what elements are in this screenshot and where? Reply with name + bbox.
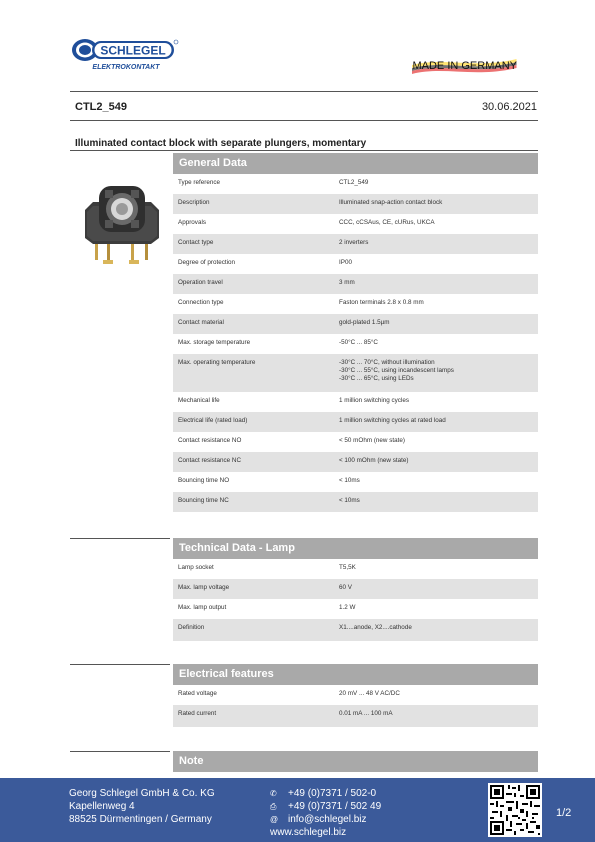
spec-label: Approvals bbox=[178, 219, 207, 226]
spec-row bbox=[173, 214, 538, 234]
section-general-data: General Data bbox=[173, 153, 538, 174]
article-number: CTL2_549 bbox=[75, 101, 127, 113]
page-number: 1/2 bbox=[556, 807, 572, 819]
spec-value bbox=[339, 279, 355, 287]
spec-value-line: -30°C ... 70°C, without illumination bbox=[339, 359, 435, 366]
spec-value bbox=[339, 457, 408, 465]
spec-value bbox=[339, 359, 454, 383]
spec-label: Contact material bbox=[178, 319, 224, 326]
spec-value bbox=[339, 690, 400, 698]
spec-value bbox=[339, 417, 446, 425]
spec-label: Max. lamp output bbox=[178, 604, 227, 611]
spec-label: Rated voltage bbox=[178, 690, 217, 697]
fax: +49 (0)7371 / 502 49 bbox=[288, 801, 382, 812]
spec-value-line: 2 inverters bbox=[339, 239, 369, 246]
schlegel-logo bbox=[70, 38, 182, 72]
spec-value bbox=[339, 319, 390, 327]
spec-row bbox=[173, 314, 538, 334]
spec-value bbox=[339, 339, 378, 347]
spec-label: Definition bbox=[178, 624, 205, 631]
made-in-text: MADE IN GERMANY bbox=[412, 60, 517, 72]
contact-block-image bbox=[85, 180, 165, 280]
spec-row bbox=[173, 294, 538, 314]
spec-value-line: < 10ms bbox=[339, 477, 360, 484]
city: 88525 Dürmentingen / Germany bbox=[69, 814, 212, 825]
spec-value bbox=[339, 477, 360, 485]
section-rule-electrical bbox=[70, 664, 170, 665]
spec-label: Contact resistance NO bbox=[178, 437, 242, 444]
spec-value bbox=[339, 604, 355, 612]
spec-value bbox=[339, 624, 412, 632]
spec-value-line: X1....anode, X2....cathode bbox=[339, 624, 412, 631]
header-rule-lower bbox=[70, 120, 538, 121]
spec-value-line: Faston terminals 2.8 x 0.8 mm bbox=[339, 299, 424, 306]
section-rule-note bbox=[70, 751, 170, 752]
fax-icon: ⎙ bbox=[270, 802, 277, 811]
footer-address bbox=[69, 787, 215, 826]
spec-value-line: 1 million switching cycles at rated load bbox=[339, 417, 446, 424]
spec-row bbox=[173, 174, 538, 194]
spec-value-line: T5,5K bbox=[339, 564, 356, 571]
spec-value bbox=[339, 584, 352, 592]
spec-value-line: 3 mm bbox=[339, 279, 355, 286]
phone: +49 (0)7371 / 502-0 bbox=[288, 788, 377, 799]
spec-label: Mechanical life bbox=[178, 397, 220, 404]
spec-label: Max. lamp voltage bbox=[178, 584, 230, 591]
spec-row bbox=[173, 234, 538, 254]
email-icon: @ bbox=[270, 815, 279, 824]
spec-row bbox=[173, 559, 538, 579]
section-electrical-features: Electrical features bbox=[173, 664, 538, 685]
spec-row bbox=[173, 452, 538, 472]
section-rule-lamp bbox=[70, 538, 170, 539]
spec-label: Degree of protection bbox=[178, 259, 236, 266]
spec-row bbox=[173, 705, 538, 727]
qr-code[interactable] bbox=[488, 783, 542, 837]
made-in-germany bbox=[412, 60, 517, 72]
spec-label: Bouncing time NC bbox=[178, 497, 229, 504]
spec-value bbox=[339, 497, 360, 505]
spec-row bbox=[173, 254, 538, 274]
spec-row bbox=[173, 599, 538, 619]
spec-row bbox=[173, 354, 538, 392]
spec-label: Contact resistance NC bbox=[178, 457, 241, 464]
title-rule bbox=[70, 150, 538, 151]
section-technical-lamp: Technical Data - Lamp bbox=[173, 538, 538, 559]
spec-value bbox=[339, 299, 424, 307]
spec-label: Connection type bbox=[178, 299, 224, 306]
spec-value-line: gold-plated 1.5µm bbox=[339, 319, 390, 326]
company-name: Georg Schlegel GmbH & Co. KG bbox=[69, 788, 215, 799]
document-date: 30.06.2021 bbox=[481, 101, 537, 113]
brand-name: SCHLEGEL bbox=[100, 43, 166, 58]
spec-value-line: Illuminated snap-action contact block bbox=[339, 199, 443, 206]
spec-label: Electrical life (rated load) bbox=[178, 417, 248, 424]
street: Kapellenweg 4 bbox=[69, 801, 135, 812]
spec-row bbox=[173, 412, 538, 432]
spec-value-line: 0.01 mA ... 100 mA bbox=[339, 710, 393, 717]
spec-value bbox=[339, 219, 435, 227]
spec-label: Rated current bbox=[178, 710, 217, 717]
spec-value-line: -30°C ... 55°C, using incandescent lamps bbox=[339, 367, 454, 374]
section-note: Note bbox=[173, 751, 538, 772]
spec-label: Max. operating temperature bbox=[178, 359, 256, 366]
spec-value bbox=[339, 259, 352, 267]
spec-label: Operation travel bbox=[178, 279, 223, 286]
spec-row bbox=[173, 334, 538, 354]
email-link[interactable]: info@schlegel.biz bbox=[288, 814, 367, 825]
footer-contact bbox=[270, 787, 381, 839]
spec-row bbox=[173, 685, 538, 705]
spec-label: Lamp socket bbox=[178, 564, 214, 571]
spec-value-line: -50°C ... 85°C bbox=[339, 339, 378, 346]
spec-value-line: < 100 mOhm (new state) bbox=[339, 457, 409, 464]
spec-value bbox=[339, 179, 368, 187]
spec-row bbox=[173, 492, 538, 512]
spec-label: Description bbox=[178, 199, 210, 206]
spec-value-line: CCC, cCSAus, CE, cURus, UKCA bbox=[339, 219, 435, 226]
spec-row bbox=[173, 392, 538, 412]
spec-value-line: -30°C ... 65°C, using LEDs bbox=[339, 375, 414, 382]
spec-value-line: 1.2 W bbox=[339, 604, 356, 611]
spec-value-line: 1 million switching cycles bbox=[339, 397, 409, 404]
spec-value-line: CTL2_549 bbox=[339, 179, 369, 186]
spec-row bbox=[173, 579, 538, 599]
spec-label: Type reference bbox=[178, 179, 221, 186]
spec-label: Bouncing time NO bbox=[178, 477, 230, 484]
spec-label: Max. storage temperature bbox=[178, 339, 251, 346]
spec-value-line: IP00 bbox=[339, 259, 352, 266]
spec-row bbox=[173, 619, 538, 641]
product-title: Illuminated contact block with separate plungers, momentary bbox=[75, 138, 367, 149]
spec-value bbox=[339, 199, 442, 207]
spec-value bbox=[339, 397, 409, 405]
footer bbox=[0, 778, 595, 842]
website-link[interactable]: www.schlegel.biz bbox=[270, 827, 347, 838]
spec-value-line: 60 V bbox=[339, 584, 352, 591]
spec-value bbox=[339, 239, 368, 247]
spec-value-line: 20 mV ... 48 V AC/DC bbox=[339, 690, 400, 697]
brand-subtitle: ELEKTROKONTAKT bbox=[92, 64, 160, 71]
spec-label: Contact type bbox=[178, 239, 214, 246]
spec-value bbox=[339, 710, 393, 718]
phone-icon: ✆ bbox=[270, 789, 277, 798]
spec-value-line: < 50 mOhm (new state) bbox=[339, 437, 405, 444]
spec-value bbox=[339, 564, 356, 572]
header-rule bbox=[70, 91, 538, 92]
spec-row bbox=[173, 274, 538, 294]
spec-value bbox=[339, 437, 405, 445]
spec-row bbox=[173, 432, 538, 452]
spec-row bbox=[173, 472, 538, 492]
spec-row bbox=[173, 194, 538, 214]
spec-value-line: < 10ms bbox=[339, 497, 360, 504]
